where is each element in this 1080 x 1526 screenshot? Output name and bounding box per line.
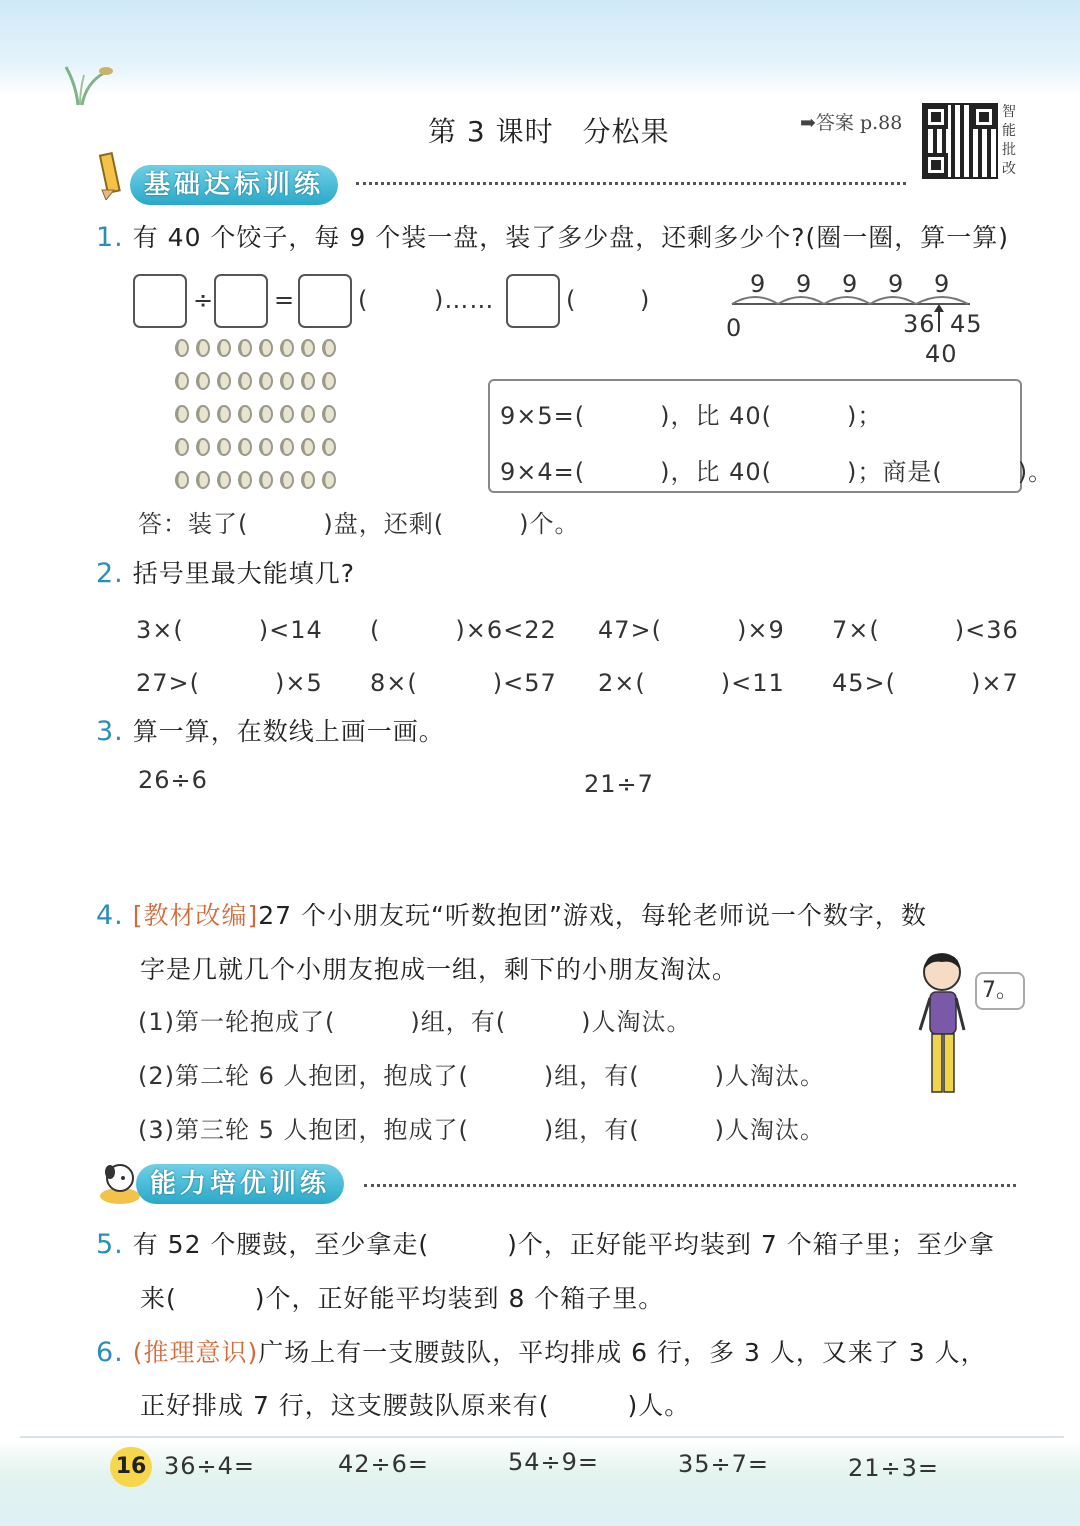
q2-item-3: 47>( )×9 [598,616,785,644]
panel-line-2: 9×4=( )，比 40( )；商是( )。 [500,458,1054,486]
dumpling-icon [302,373,314,389]
drill-5: 21÷3= [848,1454,940,1482]
dumpling-icon [197,340,209,356]
dumpling-icon [323,340,335,356]
q2-item-1: 3×( )<14 [136,616,323,644]
dumpling-icon [176,439,188,455]
drill-2: 42÷6= [338,1450,430,1478]
quotient-unit-open: ( [358,286,369,314]
hop-label-1: 9 [750,270,767,298]
question-2: 2. 括号里最大能填几? [96,558,355,589]
dumpling-icon [239,439,251,455]
dumpling-icon [281,373,293,389]
dumpling-icon [302,472,314,488]
hop-label-5: 9 [934,270,951,298]
equals-sign: = [274,286,296,314]
q1-answer: 答：装了( )盘，还剩( )个。 [138,510,580,538]
dumpling-icon [323,472,335,488]
numberline-mark-45: 45 [950,310,983,338]
q4-sub-3: (3)第三轮 5 人抱团，抱成了( )组，有( )人淘汰。 [138,1116,825,1144]
q2-item-4: 7×( )<36 [832,616,1019,644]
dumpling-icon [239,340,251,356]
question-1: 1. 有 40 个饺子，每 9 个装一盘，装了多少盘，还剩多少个?(圈一圈，算一算) [96,222,1010,253]
dumpling-icon [302,340,314,356]
dumpling-icon [197,439,209,455]
q2-item-2: ( )×6<22 [370,616,557,644]
dumpling-icon [218,439,230,455]
dumpling-icon [176,340,188,356]
dumpling-icon [176,472,188,488]
pencil-icon [92,150,134,200]
q3-expression-left: 26÷6 [138,766,208,794]
dumpling-icon [281,472,293,488]
question-3: 3. 算一算，在数线上画一画。 [96,716,445,747]
qr-code[interactable] [922,103,998,179]
section-divider-2 [364,1184,1016,1187]
division-sign: ÷ [193,286,215,314]
numberline-mark-36: 36 [903,310,936,338]
dumpling-icon [260,373,272,389]
drill-3: 54÷9= [508,1448,600,1476]
dumpling-icon [239,406,251,422]
footer-rule [20,1436,1064,1438]
dumpling-icon [281,439,293,455]
section-banner-basic: 基础达标训练 [130,165,338,205]
question-5-line-2: 来( )个，正好能平均装到 8 个箱子里。 [140,1284,665,1313]
dumpling-icon [302,406,314,422]
divisor-box[interactable] [214,274,268,328]
dumpling-icon [281,340,293,356]
dumpling-icon [260,406,272,422]
quotient-unit-close: )…… [434,286,495,314]
answer-reference: ➡答案 p.88 [800,112,903,134]
quotient-box[interactable] [298,274,352,328]
question-6-line-2: 正好排成 7 行，这支腰鼓队原来有( )人。 [140,1391,691,1420]
hop-label-3: 9 [842,270,859,298]
dumpling-icon [218,340,230,356]
hop-label-2: 9 [796,270,813,298]
dumpling-icon [197,373,209,389]
header-background [0,0,1080,95]
q2-item-8: 45>( )×7 [832,669,1019,697]
dumpling-icon [302,439,314,455]
q3-expression-right: 21÷7 [584,770,654,798]
dumpling-icon [260,472,272,488]
page-number: 16 [110,1447,152,1487]
dividend-box[interactable] [133,274,187,328]
dumpling-icon [323,373,335,389]
question-6: 6. (推理意识)广场上有一支腰鼓队，平均排成 6 行，多 3 人，又来了 3 人， [96,1337,987,1368]
hop-label-4: 9 [888,270,905,298]
dumpling-icon [323,439,335,455]
speech-bubble: 7。 [975,972,1025,1010]
dumpling-icon [197,406,209,422]
qr-caption: 智能批改 [1002,104,1016,177]
q4-sub-2: (2)第二轮 6 人抱团，抱成了( )组，有( )人淘汰。 [138,1062,825,1090]
dumpling-icon [176,373,188,389]
page-title: 第 3 课时 分松果 [428,115,670,148]
dumpling-icon [218,406,230,422]
dumpling-icon [239,472,251,488]
question-4: 4. [教材改编]27 个小朋友玩“听数抱团”游戏，每轮老师说一个数字，数 [96,900,927,931]
section-banner-advanced: 能力培优训练 [136,1164,344,1204]
numberline-target: 40 [925,340,958,368]
question-4-line-2: 字是几就几个小朋友抱成一组，剩下的小朋友淘汰。 [140,955,739,984]
dumpling-icon [260,439,272,455]
section-divider [356,182,906,185]
q2-item-6: 8×( )<57 [370,669,557,697]
dumpling-icon [239,373,251,389]
remainder-unit-open: ( [566,286,577,314]
dumpling-icon [176,406,188,422]
dumpling-icon [323,406,335,422]
q4-sub-1: (1)第一轮抱成了( )组，有( )人淘汰。 [138,1008,692,1036]
arrow-right-icon: ➡ [800,112,816,134]
q2-item-5: 27>( )×5 [136,669,323,697]
grass-decoration-icon [60,55,120,107]
teacher-illustration [908,950,978,1100]
panel-line-1: 9×5=( )，比 40( )； [500,402,883,430]
drill-1: 36÷4= [164,1452,256,1480]
q2-item-7: 2×( )<11 [598,669,785,697]
question-5: 5. 有 52 个腰鼓，至少拿走( )个，正好能平均装到 7 个箱子里；至少拿 [96,1229,995,1260]
dumplings-grid [170,336,350,496]
dumpling-icon [218,472,230,488]
dumpling-icon [281,406,293,422]
numberline-start: 0 [726,314,743,342]
dumpling-icon [260,340,272,356]
dumpling-icon [197,472,209,488]
dumpling-icon [218,373,230,389]
remainder-unit-close: ) [640,286,651,314]
remainder-box[interactable] [506,274,560,328]
drill-4: 35÷7= [678,1450,770,1478]
